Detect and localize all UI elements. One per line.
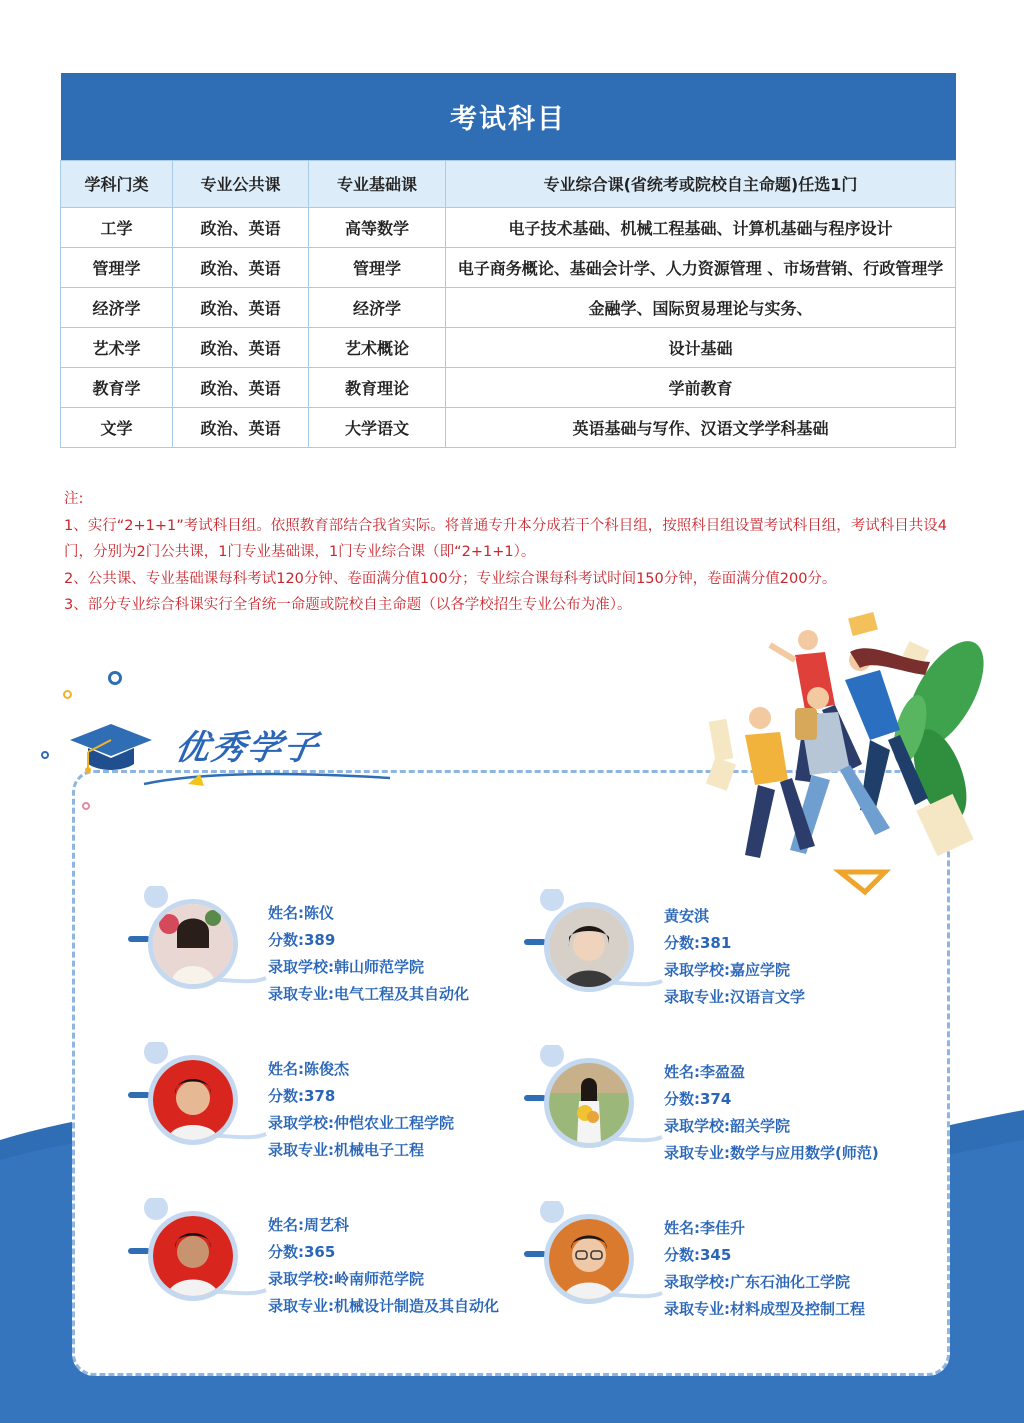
student-major: 录取专业:材料成型及控制工程 bbox=[664, 1300, 865, 1318]
table-cell: 文学 bbox=[61, 407, 173, 447]
student-score: 分数:378 bbox=[268, 1087, 336, 1105]
table-cell: 艺术概论 bbox=[309, 327, 446, 367]
student-photo-icon bbox=[549, 1063, 629, 1143]
heading-underline bbox=[142, 768, 392, 790]
student-school: 录取学校:广东石油化工学院 bbox=[664, 1273, 850, 1291]
note-line: 3、部分专业综合科课实行全省统一命题或院校自主命题（以各学校招生专业公布为准）。 bbox=[64, 597, 632, 613]
note-line: 2、公共课、专业基础课每科考试120分钟、卷面满分值100分；专业综合课每科考试时间150分钟，卷面满分值200分。 bbox=[64, 570, 837, 587]
exam-table-title: 考试科目 bbox=[61, 73, 956, 160]
section-title: 优秀学子 bbox=[171, 728, 323, 768]
avatar bbox=[148, 899, 238, 989]
student-name: 姓名:陈仪 bbox=[268, 904, 334, 922]
col-header-basic-course: 专业基础课 bbox=[309, 160, 446, 207]
student-major: 录取专业:机械设计制造及其自动化 bbox=[268, 1297, 500, 1315]
deco-dot bbox=[63, 690, 72, 699]
student-photo-icon bbox=[153, 904, 233, 984]
notes-label: 注: bbox=[64, 491, 84, 507]
avatar bbox=[148, 1211, 238, 1301]
avatar bbox=[148, 1055, 238, 1145]
table-cell: 艺术学 bbox=[61, 327, 173, 367]
student-score: 分数:365 bbox=[268, 1243, 336, 1261]
student-major: 录取专业:机械电子工程 bbox=[268, 1141, 424, 1159]
student-profile bbox=[128, 886, 528, 1016]
table-cell: 工学 bbox=[61, 207, 173, 247]
student-name: 姓名:李佳升 bbox=[664, 1219, 745, 1237]
table-cell: 电子技术基础、机械工程基础、计算机基础与程序设计 bbox=[446, 207, 956, 247]
student-name: 姓名:陈俊杰 bbox=[268, 1060, 349, 1078]
student-profile bbox=[524, 1201, 924, 1331]
student-profile bbox=[524, 1045, 924, 1175]
student-profile bbox=[128, 1198, 528, 1328]
student-photo-icon bbox=[153, 1060, 233, 1140]
deco-dot bbox=[41, 751, 49, 759]
table-cell: 政治、英语 bbox=[173, 407, 309, 447]
student-name: 姓名:李盈盈 bbox=[664, 1063, 745, 1081]
table-cell: 政治、英语 bbox=[173, 247, 309, 287]
student-major: 录取专业:电气工程及其自动化 bbox=[268, 985, 469, 1003]
student-info bbox=[664, 1215, 865, 1323]
table-cell: 英语基础与写作、汉语文学学科基础 bbox=[446, 407, 956, 447]
table-cell: 政治、英语 bbox=[173, 327, 309, 367]
student-photo-icon bbox=[549, 907, 629, 987]
table-cell: 政治、英语 bbox=[173, 287, 309, 327]
table-cell: 管理学 bbox=[61, 247, 173, 287]
table-row bbox=[61, 367, 956, 407]
table-row bbox=[61, 207, 956, 247]
deco-ring bbox=[108, 671, 122, 685]
student-info bbox=[268, 1056, 454, 1164]
table-cell: 教育理论 bbox=[309, 367, 446, 407]
student-school: 录取学校:仲恺农业工程学院 bbox=[268, 1114, 454, 1132]
exam-table bbox=[60, 73, 956, 448]
table-cell: 政治、英语 bbox=[173, 367, 309, 407]
table-cell: 电子商务概论、基础会计学、人力资源管理 、市场营销、行政管理学 bbox=[446, 247, 956, 287]
table-cell: 政治、英语 bbox=[173, 207, 309, 247]
table-row bbox=[61, 247, 956, 287]
student-photo-icon bbox=[549, 1219, 629, 1299]
student-score: 分数:345 bbox=[664, 1246, 732, 1264]
student-name: 黄安淇 bbox=[664, 907, 710, 925]
student-info bbox=[268, 900, 469, 1008]
student-info bbox=[664, 1059, 879, 1167]
student-school: 录取学校:嘉应学院 bbox=[664, 961, 790, 979]
student-school: 录取学校:岭南师范学院 bbox=[268, 1270, 424, 1288]
student-score: 分数:374 bbox=[664, 1090, 732, 1108]
student-profile bbox=[128, 1042, 528, 1172]
running-students-illustration bbox=[700, 600, 1000, 900]
student-info bbox=[268, 1212, 499, 1320]
student-photo-icon bbox=[153, 1216, 233, 1296]
table-row bbox=[61, 327, 956, 367]
note-line: 1、实行“2+1+1”考试科目组。依照教育部结合我省实际。将普通专升本分成若干个科目组，按照科目组设置考试科目组，考试科目共设4门，分别为2门公共课，1门专业基础课，1门专业综合课（即“2+1+1）。 bbox=[64, 517, 947, 560]
table-cell: 设计基础 bbox=[446, 327, 956, 367]
exam-notes bbox=[64, 486, 959, 619]
col-header-public-course: 专业公共课 bbox=[173, 160, 309, 207]
student-profile bbox=[524, 889, 924, 1019]
table-cell: 教育学 bbox=[61, 367, 173, 407]
student-name: 姓名:周艺科 bbox=[268, 1216, 349, 1234]
student-score: 分数:389 bbox=[268, 931, 336, 949]
deco-dot bbox=[82, 802, 90, 810]
table-row bbox=[61, 407, 956, 447]
table-cell: 经济学 bbox=[309, 287, 446, 327]
avatar bbox=[544, 1058, 634, 1148]
col-header-comprehensive-course: 专业综合课(省统考或院校自主命题)任选1门 bbox=[446, 160, 956, 207]
student-school: 录取学校:韩山师范学院 bbox=[268, 958, 424, 976]
table-cell: 管理学 bbox=[309, 247, 446, 287]
table-cell: 高等数学 bbox=[309, 207, 446, 247]
student-major: 录取专业:数学与应用数学(师范) bbox=[664, 1144, 879, 1162]
table-cell: 大学语文 bbox=[309, 407, 446, 447]
col-header-category: 学科门类 bbox=[61, 160, 173, 207]
student-school: 录取学校:韶关学院 bbox=[664, 1117, 790, 1135]
table-cell: 经济学 bbox=[61, 287, 173, 327]
student-major: 录取专业:汉语言文学 bbox=[664, 988, 805, 1006]
avatar bbox=[544, 902, 634, 992]
table-row bbox=[61, 287, 956, 327]
student-score: 分数:381 bbox=[664, 934, 732, 952]
table-cell: 学前教育 bbox=[446, 367, 956, 407]
student-info bbox=[664, 903, 805, 1011]
table-cell: 金融学、国际贸易理论与实务、 bbox=[446, 287, 956, 327]
avatar bbox=[544, 1214, 634, 1304]
